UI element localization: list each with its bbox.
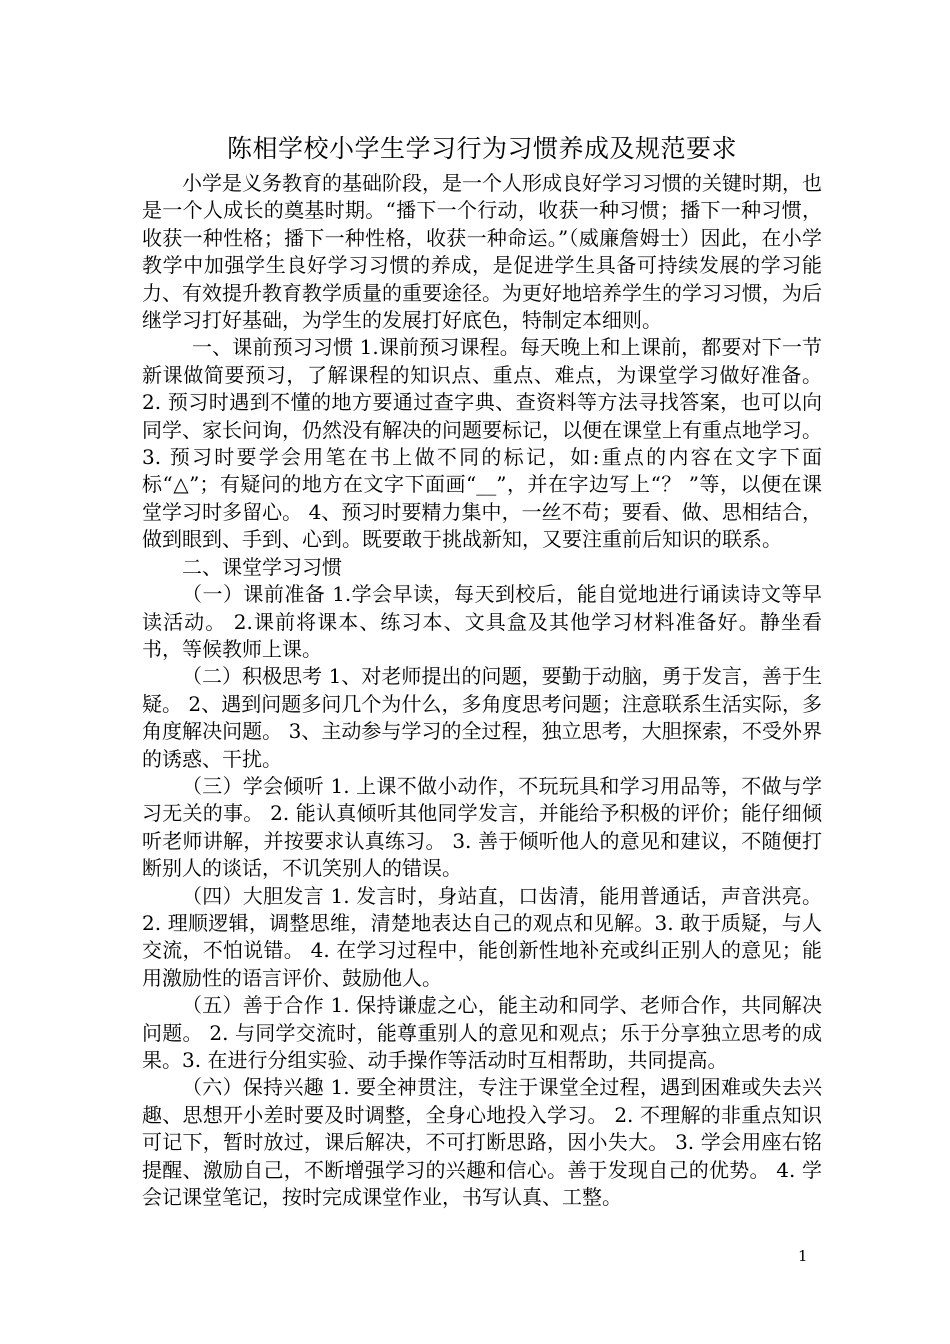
preview-habit-paragraph: 一、课前预习习惯 1.课前预习课程。每天晚上和上课前，都要对下一节新课做简要预习，了解课程的知识点、重点、难点，为课堂学习做好准备。 2. 预习时遇到不懂的地方要通过查字典、查资料等方法寻找答案，也可以向同学、家长问询，仍然没有解决的问题要标记，以便在课堂上有重点地学习。 3. 预习时要学会用笔在书上做不同的标记，如:重点的内容在文字下面标“△”；有疑问的地方在文字下面画“__”，并在字边写上“？ ”等，以便在课堂学习时多留心。 4、预习时要精力集中，一丝不苟；要看、做、思相结合，做到眼到、手到、心到。既要敢于挑战新知，又要注重前后知识的联系。 — [142, 335, 822, 552]
thinking-paragraph: （二）积极思考 1、对老师提出的问题，要勤于动脑，勇于发言，善于生疑。 2、遇到问题多问几个为什么，多角度思考问题；注意联系生活实际，多角度解决问题。 3、主动参与学习的全过程，独立思考，大胆探索，不受外界的诱惑、干扰。 — [142, 664, 822, 771]
intro-paragraph: 小学是义务教育的基础阶段，是一个人形成良好学习习惯的关键时期，也是一个人成长的奠基时期。“播下一个行动，收获一种习惯；播下一种习惯，收获一种性格；播下一种性格，收获一种命运。”（威廉詹姆士）因此，在小学教学中加强学生良好学习习惯的养成，是促进学生具备可持续发展的学习能力、有效提升教育教学质量的重要途径。为更好地培养学生的学习习惯，为后继学习打好基础，为学生的发展打好底色，特制定本细则。 — [142, 171, 822, 333]
document-title: 陈相学校小学生学习行为习惯养成及规范要求 — [226, 134, 737, 163]
interest-paragraph: （六）保持兴趣 1. 要全神贯注，专注于课堂全过程，遇到困难或失去兴趣、思想开小差时要及时调整，全身心地投入学习。 2. 不理解的非重点知识可记下，暂时放过，课后解决，不可打断思路，因小失大。 3. 学会用座右铭提醒、激励自己，不断增强学习的兴趣和信心。善于发现自己的优势。 4. 学会记课堂笔记，按时完成课堂作业，书写认真、工整。 — [142, 1075, 822, 1210]
listening-paragraph: （三）学会倾听 1. 上课不做小动作，不玩玩具和学习用品等，不做与学习无关的事。 2. 能认真倾听其他同学发言，并能给予积极的评价；能仔细倾听老师讲解，并按要求认真练习。 3. 善于倾听他人的意见和建议，不随便打断别人的谈话，不讥笑别人的错误。 — [142, 773, 822, 881]
page-number: 1 — [798, 1247, 808, 1265]
cooperation-paragraph: （五）善于合作 1. 保持谦虚之心，能主动和同学、老师合作，共同解决问题。 2. 与同学交流时，能尊重别人的意见和观点；乐于分享独立思考的成果。3. 在进行分组实验、动手操作等活动时互相帮助，共同提高。 — [142, 993, 822, 1072]
speaking-paragraph: （四）大胆发言 1. 发言时，身站直，口齿清，能用普通话，声音洪亮。2. 理顺逻辑，调整思维，清楚地表达自己的观点和见解。3. 敢于质疑，与人交流，不怕说错。 4. 在学习过程中，能创新性地补充或纠正别人的意见；能用激励性的语言评价、鼓励他人。 — [142, 883, 822, 990]
preparation-paragraph: （一）课前准备 1.学会早读，每天到校后，能自觉地进行诵读诗文等早读活动。 2.课前将课本、练习本、文具盒及其他学习材料准备好。静坐看书，等候教师上课。 — [142, 582, 822, 661]
classroom-habit-heading: 二、课堂学习习惯 — [182, 554, 342, 579]
document-body — [142, 170, 822, 1211]
